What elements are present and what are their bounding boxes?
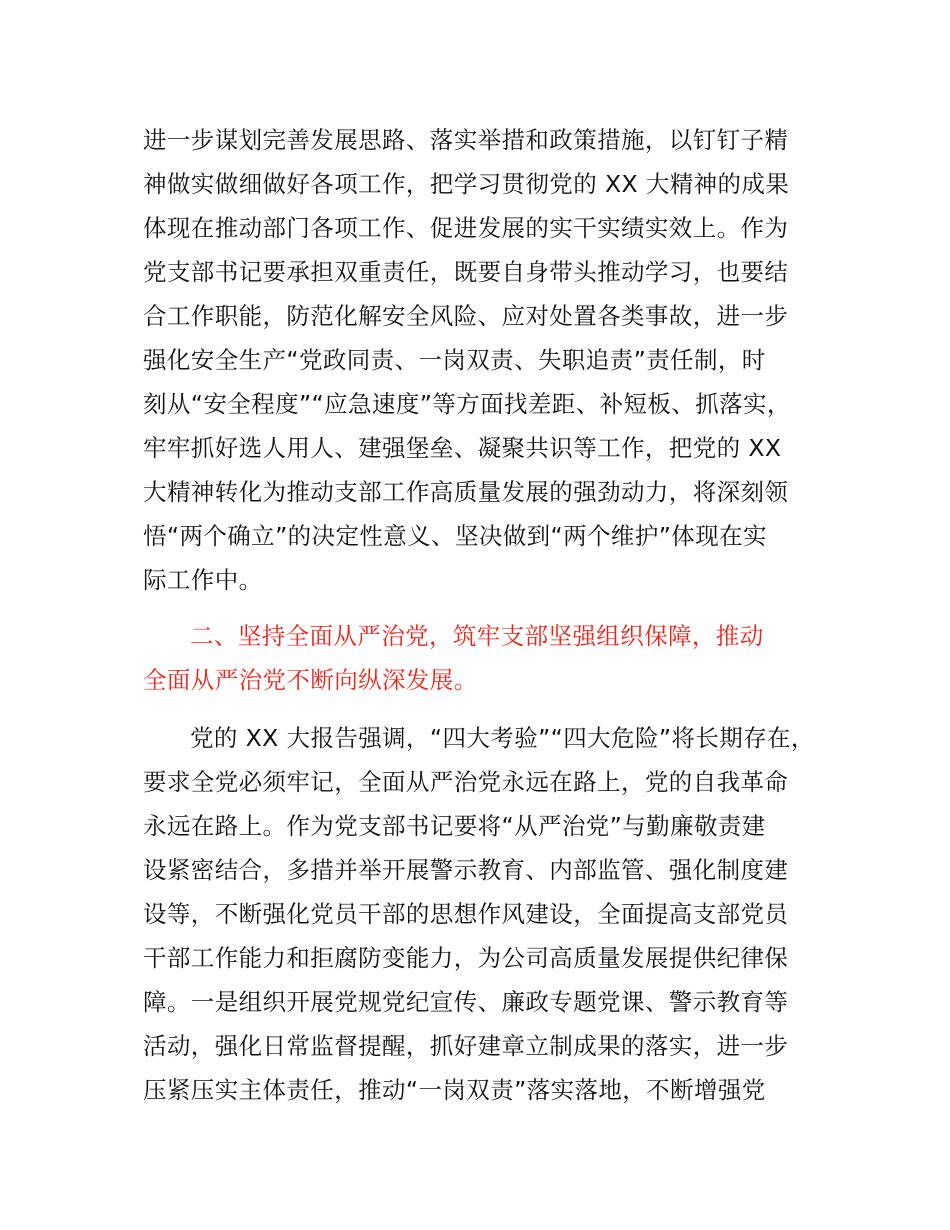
paragraph-line: 悟“两个确立”的决定性意义、坚决做到“两个维护”体现在实	[143, 522, 767, 550]
paragraph-line: 压紧压实主体责任，推动“一岗双责”落实落地，不断增强党	[143, 1076, 766, 1104]
paragraph-line: 设等，不断强化党员干部的思想作风建设，全面提高支部党员	[143, 900, 789, 928]
paragraph-line: 进一步谋划完善发展思路、落实举措和政策措施，以钉钉子精	[143, 126, 789, 154]
heading-line: 二、坚持全面从严治党，筑牢支部坚强组织保障，推动	[190, 622, 764, 650]
paragraph-line: 活动，强化日常监督提醒，抓好建章立制成果的落实，进一步	[143, 1032, 789, 1060]
paragraph-line: 党支部书记要承担双重责任，既要自身带头推动学习，也要结	[143, 258, 789, 286]
paragraph-line: 神做实做细做好各项工作，把学习贯彻党的 XX 大精神的成果	[143, 170, 790, 198]
paragraph-line: 永远在路上。作为党支部书记要将“从严治党”与勤廉敬责建	[143, 812, 766, 840]
paragraph-line: 干部工作能力和拒腐防变能力，为公司高质量发展提供纪律保	[143, 944, 789, 972]
paragraph-line: 体现在推动部门各项工作、促进发展的实干实绩实效上。作为	[143, 214, 789, 242]
paragraph-line: 际工作中。	[143, 566, 263, 594]
heading-line: 全面从严治党不断向纵深发展。	[143, 666, 478, 694]
paragraph-line: 设紧密结合，多措并举开展警示教育、内部监管、强化制度建	[143, 856, 789, 884]
paragraph-line: 障。一是组织开展党规党纪宣传、廉政专题党课、警示教育等	[143, 988, 789, 1016]
paragraph-line: 大精神转化为推动支部工作高质量发展的强劲动力，将深刻领	[143, 478, 789, 506]
paragraph-line: 合工作职能，防范化解安全风险、应对处置各类事故，进一步	[143, 302, 789, 330]
paragraph-line: 牢牢抓好选人用人、建强堡垒、凝聚共识等工作，把党的 XX	[143, 434, 782, 462]
paragraph-line: 强化安全生产“党政同责、一岗双责、失职追责”责任制，时	[143, 346, 766, 374]
paragraph-line: 要求全党必须牢记，全面从严治党永远在路上，党的自我革命	[143, 768, 789, 796]
paragraph-line: 党的 XX 大报告强调，“四大考验”“四大危险”将长期存在，	[190, 724, 815, 752]
paragraph-line: 刻从“安全程度”“应急速度”等方面找差距、补短板、抓落实，	[143, 390, 791, 418]
